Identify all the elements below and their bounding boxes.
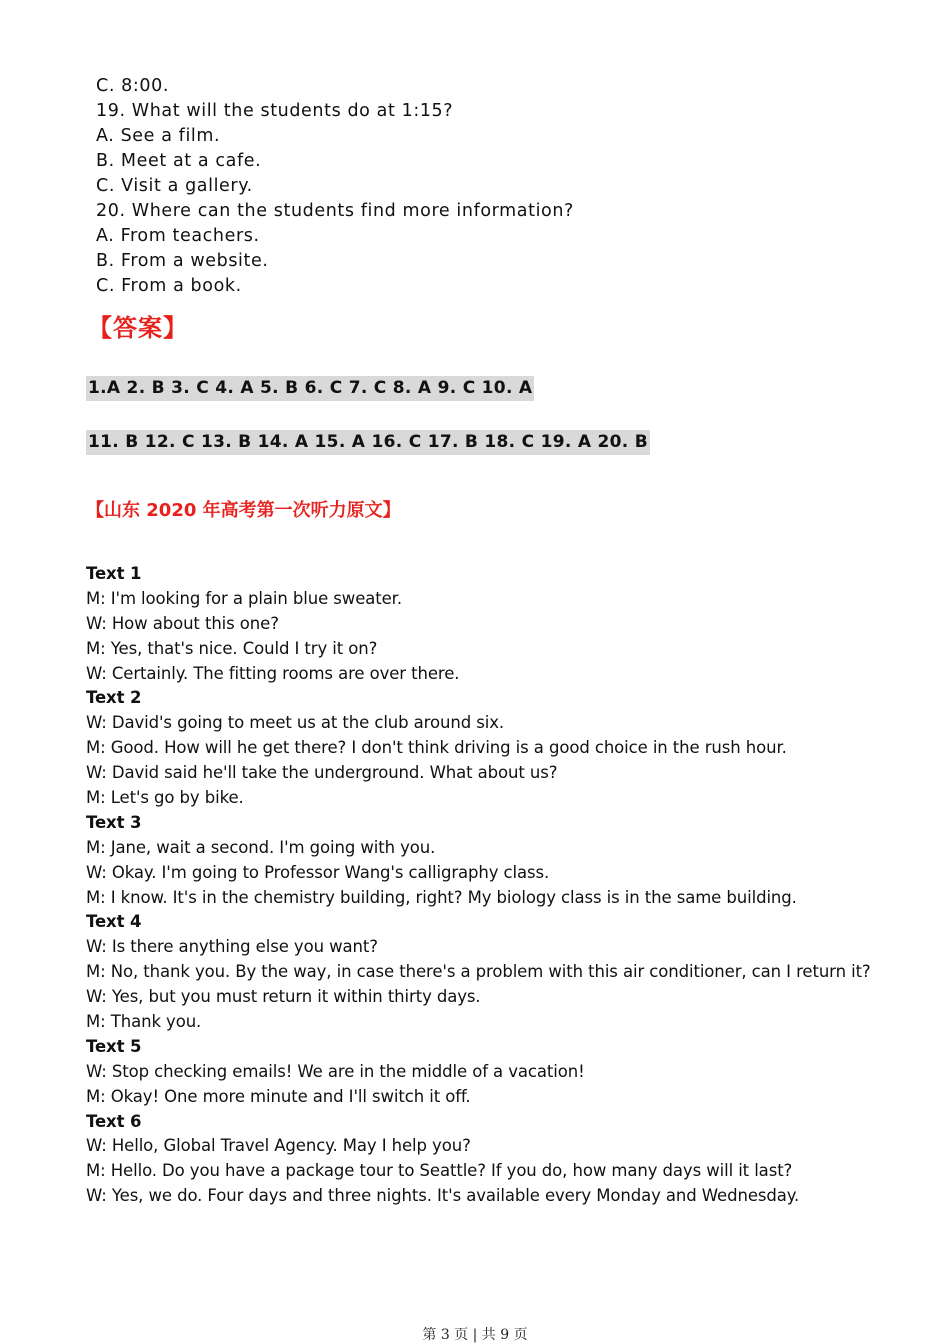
dialogue-line: W: David's going to meet us at the club around six.: [86, 713, 505, 733]
option-line: B. From a website.: [96, 251, 269, 271]
text-title: Text 5: [86, 1036, 142, 1056]
answer-key-row-2: 11. B 12. C 13. B 14. A 15. A 16. C 17. B 18. C 19. A 20. B: [86, 430, 650, 455]
dialogue-line: M: I know. It's in the chemistry building, right? My biology class is in the same building.: [86, 887, 797, 907]
dialogue-line: W: How about this one?: [86, 613, 279, 633]
option-line: A. From teachers.: [96, 226, 260, 246]
question-options-block: [96, 74, 574, 299]
dialogue-line: M: No, thank you. By the way, in case there's a problem with this air conditioner, can I return it?: [86, 962, 871, 982]
question-19: 19. What will the students do at 1:15?: [96, 101, 454, 121]
dialogue-line: W: Yes, we do. Four days and three nights. It's available every Monday and Wednesday.: [86, 1186, 800, 1206]
dialogue-line: W: Is there anything else you want?: [86, 937, 378, 957]
text-title: Text 6: [86, 1111, 142, 1131]
dialogue-line: W: Yes, but you must return it within thirty days.: [86, 987, 481, 1007]
option-line: B. Meet at a cafe.: [96, 151, 262, 171]
dialogue-line: W: David said he'll take the underground. What about us?: [86, 763, 558, 783]
text-title: Text 1: [86, 564, 142, 583]
dialogue-line: M: Hello. Do you have a package tour to Seattle? If you do, how many days will it last?: [86, 1161, 793, 1181]
option-line: A. See a film.: [96, 126, 221, 146]
page-footer: 第 3 页 | 共 9 页: [422, 1327, 528, 1343]
dialogue-line: M: Yes, that's nice. Could I try it on?: [86, 638, 378, 658]
option-line: C. From a book.: [96, 276, 242, 296]
answer-key-row-1: 1.A 2. B 3. C 4. A 5. B 6. C 7. C 8. A 9. C 10. A: [86, 376, 534, 401]
transcript-body: [86, 562, 871, 1209]
dialogue-line: W: Stop checking emails! We are in the middle of a vacation!: [86, 1061, 585, 1081]
transcript-heading: 【山东 2020 年高考第一次听力原文】: [86, 500, 401, 521]
dialogue-line: M: Okay! One more minute and I'll switch it off.: [86, 1086, 471, 1106]
dialogue-line: M: I'm looking for a plain blue sweater.: [86, 588, 402, 608]
dialogue-line: M: Thank you.: [86, 1012, 202, 1032]
dialogue-line: M: Jane, wait a second. I'm going with you.: [86, 837, 436, 857]
answer-heading: 【答案】: [88, 314, 188, 342]
dialogue-line: W: Hello, Global Travel Agency. May I help you?: [86, 1136, 471, 1156]
text-title: Text 4: [86, 912, 142, 932]
text-title: Text 2: [86, 688, 142, 708]
dialogue-line: W: Certainly. The fitting rooms are over there.: [86, 663, 460, 683]
option-line: C. 8:00.: [96, 76, 170, 96]
dialogue-line: M: Let's go by bike.: [86, 788, 244, 808]
option-line: C. Visit a gallery.: [96, 176, 253, 196]
text-title: Text 3: [86, 812, 142, 832]
question-20: 20. Where can the students find more information?: [96, 201, 574, 221]
dialogue-line: M: Good. How will he get there? I don't think driving is a good choice in the rush hour.: [86, 738, 787, 758]
dialogue-line: W: Okay. I'm going to Professor Wang's calligraphy class.: [86, 862, 550, 882]
